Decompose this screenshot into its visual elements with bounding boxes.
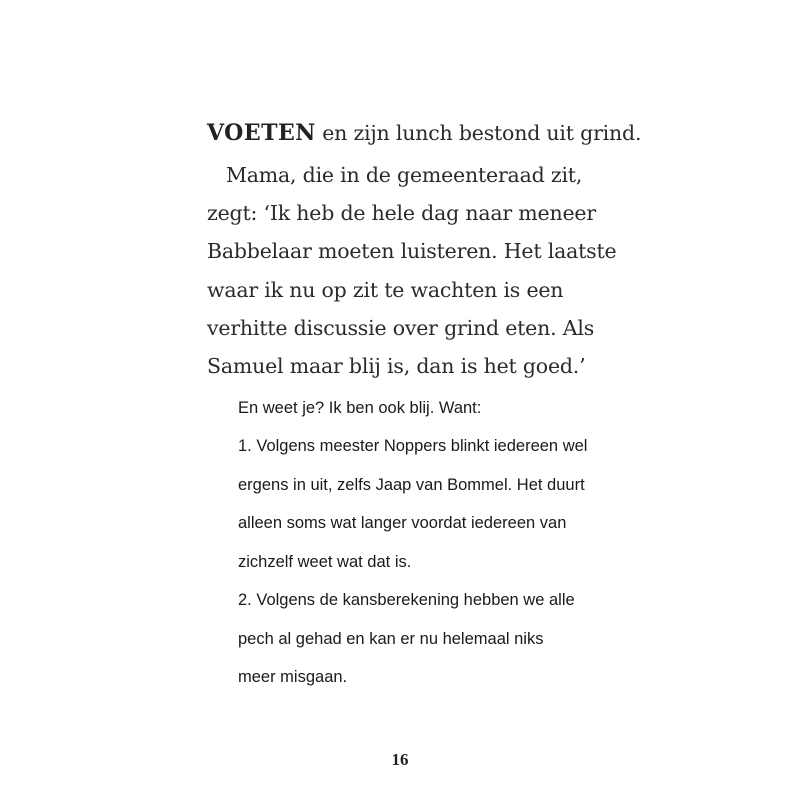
prose-line: waar ik nu op zit te wachten is een <box>207 278 564 302</box>
prose-line: VOETEN en zijn lunch bestond uit grind. <box>207 120 642 146</box>
prose-line: Babbelaar moeten luisteren. Het laatste <box>207 239 617 263</box>
handwritten-line: 2. Volgens de kansberekening hebben we alle <box>238 591 575 609</box>
handwritten-line: alleen soms wat langer voordat iedereen van <box>238 514 567 532</box>
prose-line: Mama, die in de gemeenteraad zit, <box>207 163 583 187</box>
handwritten-line: meer misgaan. <box>238 668 348 686</box>
prose-line: Samuel maar blij is, dan is het goed.’ <box>207 354 586 378</box>
handwritten-line: ergens in uit, zelfs Jaap van Bommel. Het duurt <box>238 476 585 494</box>
prose-line: zegt: ‘Ik heb de hele dag naar meneer <box>207 201 596 225</box>
handwritten-line: zichzelf weet wat dat is. <box>238 553 412 571</box>
handwritten-line: 1. Volgens meester Noppers blinkt iedereen wel <box>238 437 588 455</box>
small-caps-word: VOETEN <box>207 120 316 146</box>
handwritten-line: pech al gehad en kan er nu helemaal niks <box>238 630 544 648</box>
page-number: 16 <box>391 750 409 769</box>
handwritten-line: En weet je? Ik ben ook blij. Want: <box>238 399 482 417</box>
prose-line: verhitte discussie over grind eten. Als <box>207 316 595 340</box>
